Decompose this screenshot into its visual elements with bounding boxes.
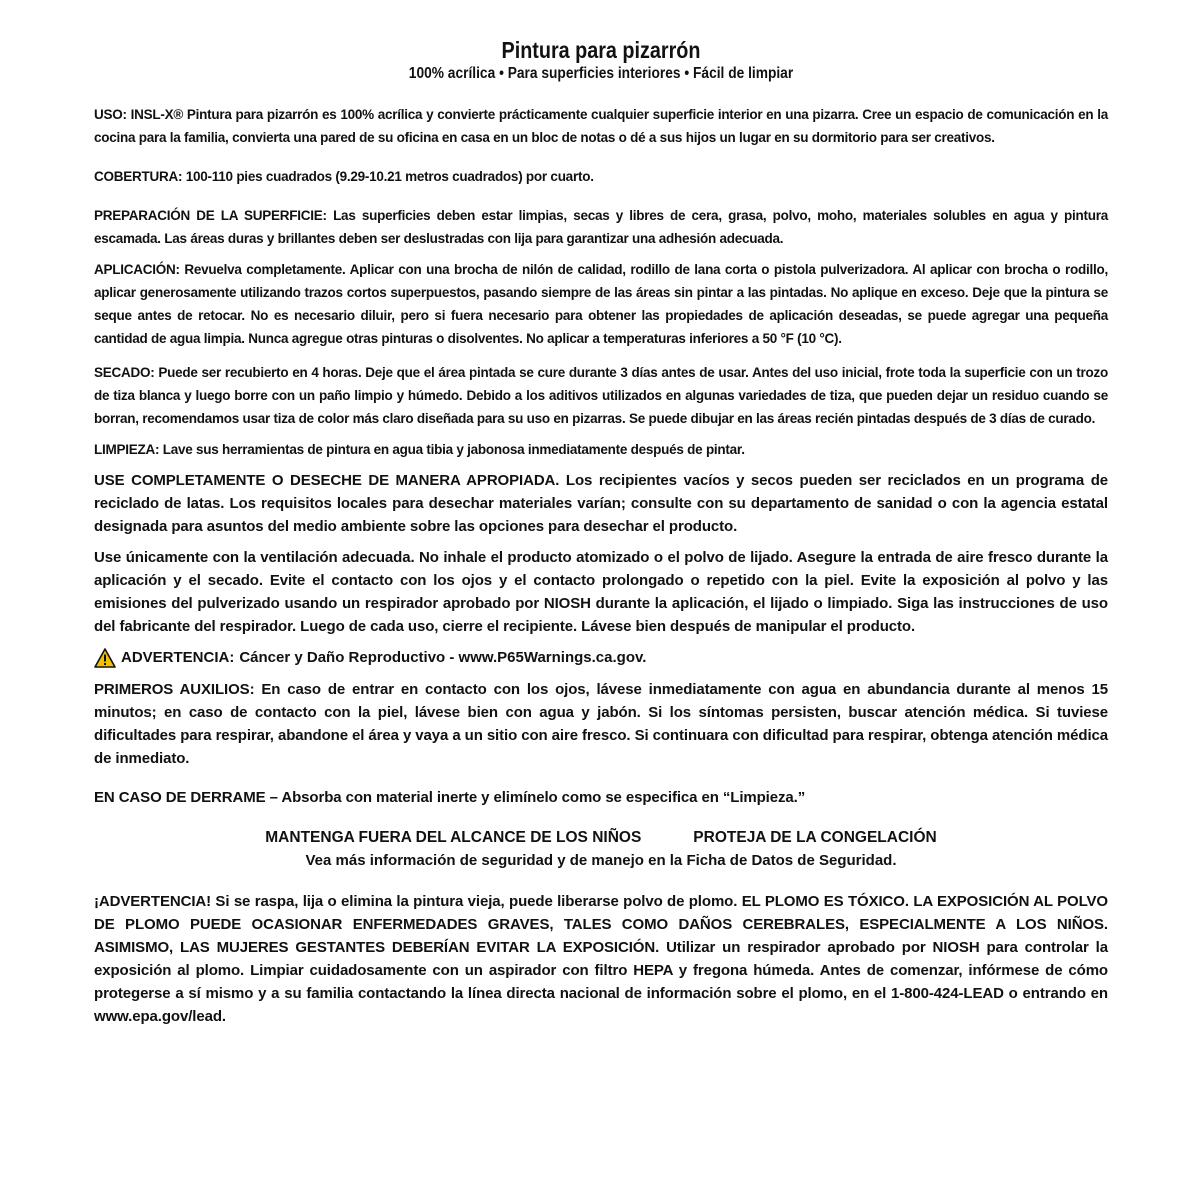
section-label: USE COMPLETAMENTE O DESECHE DE MANERA APROPIADA. [94, 472, 560, 489]
section-label: PREPARACIÓN DE LA SUPERFICIE: [94, 208, 327, 223]
section-text: Absorba con material inerte y elimínelo como se especifica en “Limpieza.” [281, 789, 806, 806]
section-text: INSL-X® Pintura para pizarrón es 100% acrílica y convierte prácticamente cualquier superficie interior en una pizarra. Cree un espacio de comunicación en la cocina para la familia, convierta una pared de su oficina en casa en un bloc de notas o dé a sus hijos un lugar en su dormitorio para ser creativos. [94, 107, 1108, 145]
section-text: 100-110 pies cuadrados (9.29-10.21 metros cuadrados) por cuarto. [185, 169, 594, 184]
warning-text: Cáncer y Daño Reproductivo - www.P65Warnings.ca.gov. [239, 649, 647, 666]
section-label: COBERTURA: [94, 169, 183, 184]
section-text: ¡ADVERTENCIA! Si se raspa, lija o elimina la pintura vieja, puede liberarse polvo de plomo. EL PLOMO ES TÓXICO. LA EXPOSICIÓN AL POLVO DE PLOMO PUEDE OCASIONAR ENFERMEDADES GRAVES, TALES COMO DAÑOS CEREBRALES, ESPECIALMENTE A LOS NIÑOS. ASIMISMO, LAS MUJERES GESTANTES DEBERÍAN EVITAR LA EXPOSICIÓN. Utilizar un respirador aprobado por NIOSH para controlar la exposición al plomo. Limpiar cuidadosamente con un aspirador con filtro HEPA y fregona húmeda. Antes de comenzar, infórmese de cómo protegerse a sí mismo y a su familia contactando la línea directa nacional de información sobre el plomo, en el 1-800-424-LEAD o entrando en www.epa.gov/lead. [94, 893, 1108, 1025]
section-ventilacion [94, 546, 1108, 638]
warning-label: ADVERTENCIA: [121, 649, 235, 666]
page-title: Pintura para pizarrón [501, 37, 701, 63]
safety-notices [94, 826, 1108, 849]
section-uso [94, 103, 1108, 149]
section-label: LIMPIEZA: [94, 442, 160, 457]
label-document [94, 36, 1108, 1028]
section-aplicacion [94, 258, 1108, 350]
page-subtitle: 100% acrílica • Para superficies interiores • Fácil de limpiar [408, 65, 794, 82]
notice-keep-away: MANTENGA FUERA DEL ALCANCE DE LOS NIÑOS [265, 829, 642, 846]
section-label: EN CASO DE DERRAME – [94, 789, 278, 806]
section-text: En caso de entrar en contacto con los ojos, lávese inmediatamente con agua en abundancia durante al menos 15 minutos; en caso de contacto con la piel, lávese bien con agua y jabón. Si los síntomas persisten, buscar atención médica. Si tuviese dificultades para respirar, abandone el área y vaya a un sitio con aire fresco. Si continuara con dificultad para respirar, obtenga atención médica de inmediato. [94, 681, 1109, 767]
section-text: Lave sus herramientas de pintura en agua tibia y jabonosa inmediatamente después de pintar. [162, 442, 745, 457]
prop65-warning [94, 646, 1108, 669]
notice-sds: Vea más información de seguridad y de manejo en la Ficha de Datos de Seguridad. [305, 852, 897, 869]
section-cobertura [94, 165, 1108, 188]
section-text: Las superficies deben estar limpias, secas y libres de cera, grasa, polvo, moho, materiales solubles en agua y pintura escamada. Las áreas duras y brillantes deben ser deslustradas con lija para garantizar una adhesión adecuada. [94, 208, 1108, 246]
section-preparacion [94, 204, 1108, 250]
section-secado [94, 361, 1108, 430]
section-text: Use únicamente con la ventilación adecuada. No inhale el producto atomizado o el polvo de lijado. Asegure la entrada de aire fresco durante la aplicación y el secado. Evite el contacto con los ojos y el contacto prolongado o repetido con la piel. Evite la exposición al polvo y las emisiones del pulverizado usando un respirador aprobado por NIOSH durante la aplicación, el lijado o limpiado. Siga las instrucciones de uso del fabricante del respirador. Luego de cada uso, cierre el recipiente. Lávese bien después de manipular el producto. [94, 549, 1108, 635]
notice-protect-freezing: PROTEJA DE LA CONGELACIÓN [693, 829, 937, 846]
section-text: Puede ser recubierto en 4 horas. Deje que el área pintada se cure durante 3 días antes de usar. Antes del uso inicial, frote toda la superficie con un trozo de tiza blanca y luego borre con un paño limpio y húmedo. Debido a los aditivos utilizados en algunas variedades de tiza, que pueden dejar un residuo cuando se borran, recomendamos usar tiza de color más claro diseñada para su uso en pizarras. Se puede dibujar en las áreas recién pintadas después de 3 días de curado. [94, 365, 1108, 426]
section-limpieza [94, 438, 1108, 461]
section-desecho [94, 469, 1108, 538]
section-label: PRIMEROS AUXILIOS: [94, 681, 255, 698]
section-label: USO: [94, 107, 127, 122]
section-derrame [94, 786, 1108, 809]
section-plomo [94, 890, 1108, 1028]
section-text: Revuelva completamente. Aplicar con una brocha de nilón de calidad, rodillo de lana corta o pistola pulverizadora. Al aplicar con brocha o rodillo, aplicar generosamente utilizando trazos cortos superpuestos, pasando siempre de las áreas sin pintar a las pintadas. No aplique en exceso. Deje que la pintura se seque antes de retocar. No es necesario diluir, pero si fuera necesario para obtener las propiedades de aplicación deseadas, se puede agregar una pequeña cantidad de agua limpia. Nunca agregue otras pinturas o disolventes. No aplicar a temperaturas inferiores a 50 °F (10 °C). [94, 262, 1108, 346]
section-primeros-auxilios [94, 678, 1108, 770]
section-label: SECADO: [94, 365, 155, 380]
warning-triangle-icon [94, 648, 116, 668]
section-label: APLICACIÓN: [94, 262, 180, 277]
section-text: Los recipientes vacíos y secos pueden ser reciclados en un programa de reciclado de latas. Los requisitos locales para desechar materiales varían; consulte con su departamento de sanidad o con la agencia estatal designada para asuntos del medio ambiente sobre las opciones para desechar el producto. [94, 472, 1108, 535]
